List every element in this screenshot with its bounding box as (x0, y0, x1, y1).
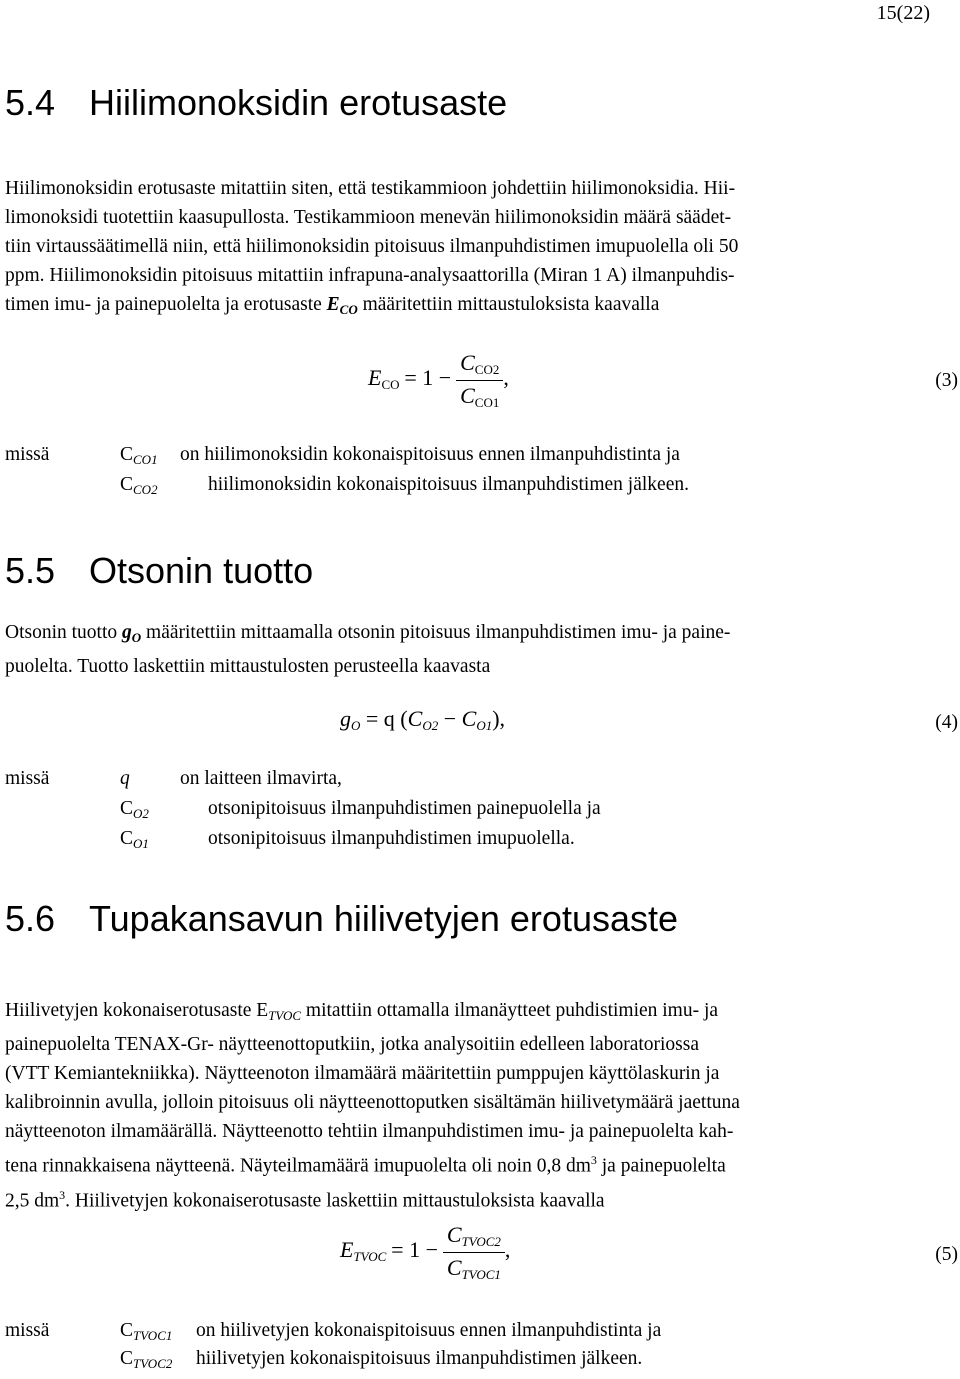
definition-row: $C_{O1}$ otsonipitoisuus ilmanpuhdistimen imupuolella. (120, 828, 575, 851)
paragraph-5-6 (5, 996, 933, 1215)
text-line (5, 290, 933, 324)
text-line: Otsonin tuotto $g_O$ määritettiin mittaamalla otsonin pitoisuus ilmanpuhdistimen imu- ja paine- (5, 622, 731, 645)
equation-number-3: (3) (935, 370, 958, 391)
definitions-5-5 (5, 764, 945, 856)
equation-number-4: (4) (935, 712, 958, 733)
definition-row: q on laitteen ilmavirta, (120, 768, 342, 789)
defs-label: missä (5, 1320, 50, 1341)
text-line: (VTT Kemiantekniikka). Näytteenoton ilmamäärä määritettiin pumppujen käyttölaskurin ja (5, 1063, 720, 1084)
paragraph-5-4 (5, 174, 933, 324)
defs-label: missä (5, 768, 50, 789)
formula-4: $g_O = q$ $(C_{O2} - C_{O1})$, (340, 706, 506, 733)
section-heading-5-5 (5, 550, 313, 592)
symbol-e: E (326, 294, 340, 315)
paragraph-5-5 (5, 618, 933, 681)
text-line: näytteenoton ilmamäärällä. Näytteenotto tehtiin ilmanpuhdistimen imu- ja painepuolelta kah- (5, 1121, 734, 1142)
definition-row: $C_{CO2}$ hiilimonoksidin kokonaispitoisuus ilmanpuhdistimen jälkeen. (120, 474, 689, 497)
fraction-numerator: $C_{TVOC2}$ (446, 1222, 501, 1249)
formula-5: $E_{TVOC} = 1$ − $\frac{C_{TVOC2}}{C_{TVOC1}}$ , (340, 1222, 511, 1282)
section-title: Tupakansavun hiilivetyjen erotusaste (89, 898, 679, 939)
page-number: 15(22) (876, 2, 930, 24)
definitions-5-6 (5, 1316, 945, 1376)
definition-row: $C_{TVOC1}$ on hiilivetyjen kokonaispitoisuus ennen ilmanpuhdistinta ja (120, 1320, 662, 1343)
definitions-5-4 (5, 440, 945, 504)
symbol-e-subscript: CO (339, 302, 358, 317)
symbol-g: g (122, 622, 132, 643)
section-heading-5-6 (5, 898, 678, 940)
section-number: 5.5 (5, 550, 56, 591)
formula-eq: = 1 − (404, 364, 452, 390)
text-line: Hiilivetyjen kokonaiserotusaste $E_{TVOC}$ mitattiin ottamalla ilmanäytteet puhdistimien imu- ja (5, 1000, 719, 1023)
formula-fraction (443, 1222, 505, 1283)
text-fragment: timen imu- ja painepuolelta ja erotusaste (5, 294, 327, 315)
text-line: tena rinnakkaisena näytteenä. Näyteilmamäärä imupuolelta oli noin 0,8 $dm^3$ ja painepuolelta (5, 1153, 726, 1177)
text-line: painepuolelta TENAX-Gr- näytteenottoputkiin, jotka analysoitiin edelleen laboratoriossa (5, 1034, 700, 1055)
text-line: kalibroinnin avulla, jolloin pitoisuus oli näytteenottoputken sisältämän hiilivetymäärä jaettuna (5, 1092, 740, 1113)
defs-label: missä (5, 444, 50, 465)
definition-row: $C_{CO1}$ on hiilimonoksidin kokonaispitoisuus ennen ilmanpuhdistinta ja (120, 444, 680, 467)
section-number: 5.6 (5, 898, 56, 939)
formula-lhs-sub: CO (381, 376, 400, 392)
formula-fraction (456, 350, 503, 411)
section-title: Hiilimonoksidin erotusaste (89, 82, 508, 123)
section-title: Otsonin tuotto (89, 550, 314, 591)
symbol-g-subscript: O (131, 630, 142, 645)
definition-row: $C_{O2}$ otsonipitoisuus ilmanpuhdistimen painepuolella ja (120, 798, 601, 821)
text-line: tiin virtaussäätimellä niin, että hiilimonoksidin pitoisuus ilmanpuhdistimen imupuolella oli 50 (5, 236, 739, 257)
fraction-denominator: $C_{CO1}$ (456, 380, 503, 411)
text-line: ppm. Hiilimonoksidin pitoisuus mitattiin infrapuna-analysaattorilla (Miran 1 A) ilmanpuhdis- (5, 265, 735, 286)
definition-row: $C_{TVOC2}$ hiilivetyjen kokonaispitoisuus ilmanpuhdistimen jälkeen. (120, 1348, 643, 1371)
text-line: limonoksidi tuotettiin kaasupullosta. Testikammioon menevän hiilimonoksidin määrä säädet- (5, 207, 732, 228)
section-number: 5.4 (5, 82, 56, 123)
formula-comma: , (503, 364, 509, 390)
text-fragment: määritettiin mittaustuloksista kaavalla (357, 294, 660, 315)
section-heading-5-4 (5, 82, 507, 124)
fraction-numerator: $C_{CO2}$ (460, 350, 500, 377)
text-line: Hiilimonoksidin erotusaste mitattiin siten, että testikammioon johdettiin hiilimonoksidia. Hii- (5, 178, 736, 199)
formula-lhs: E (368, 364, 382, 390)
fraction-denominator: $C_{TVOC1}$ (443, 1252, 505, 1283)
equation-number-5: (5) (935, 1244, 958, 1265)
formula-3 (368, 350, 509, 411)
text-line: 2,5 $dm^3$. Hiilivetyjen kokonaiserotusaste laskettiin mittaustuloksista kaavalla (5, 1187, 605, 1211)
text-line: puolelta. Tuotto laskettiin mittaustulosten perusteella kaavasta (5, 656, 491, 677)
